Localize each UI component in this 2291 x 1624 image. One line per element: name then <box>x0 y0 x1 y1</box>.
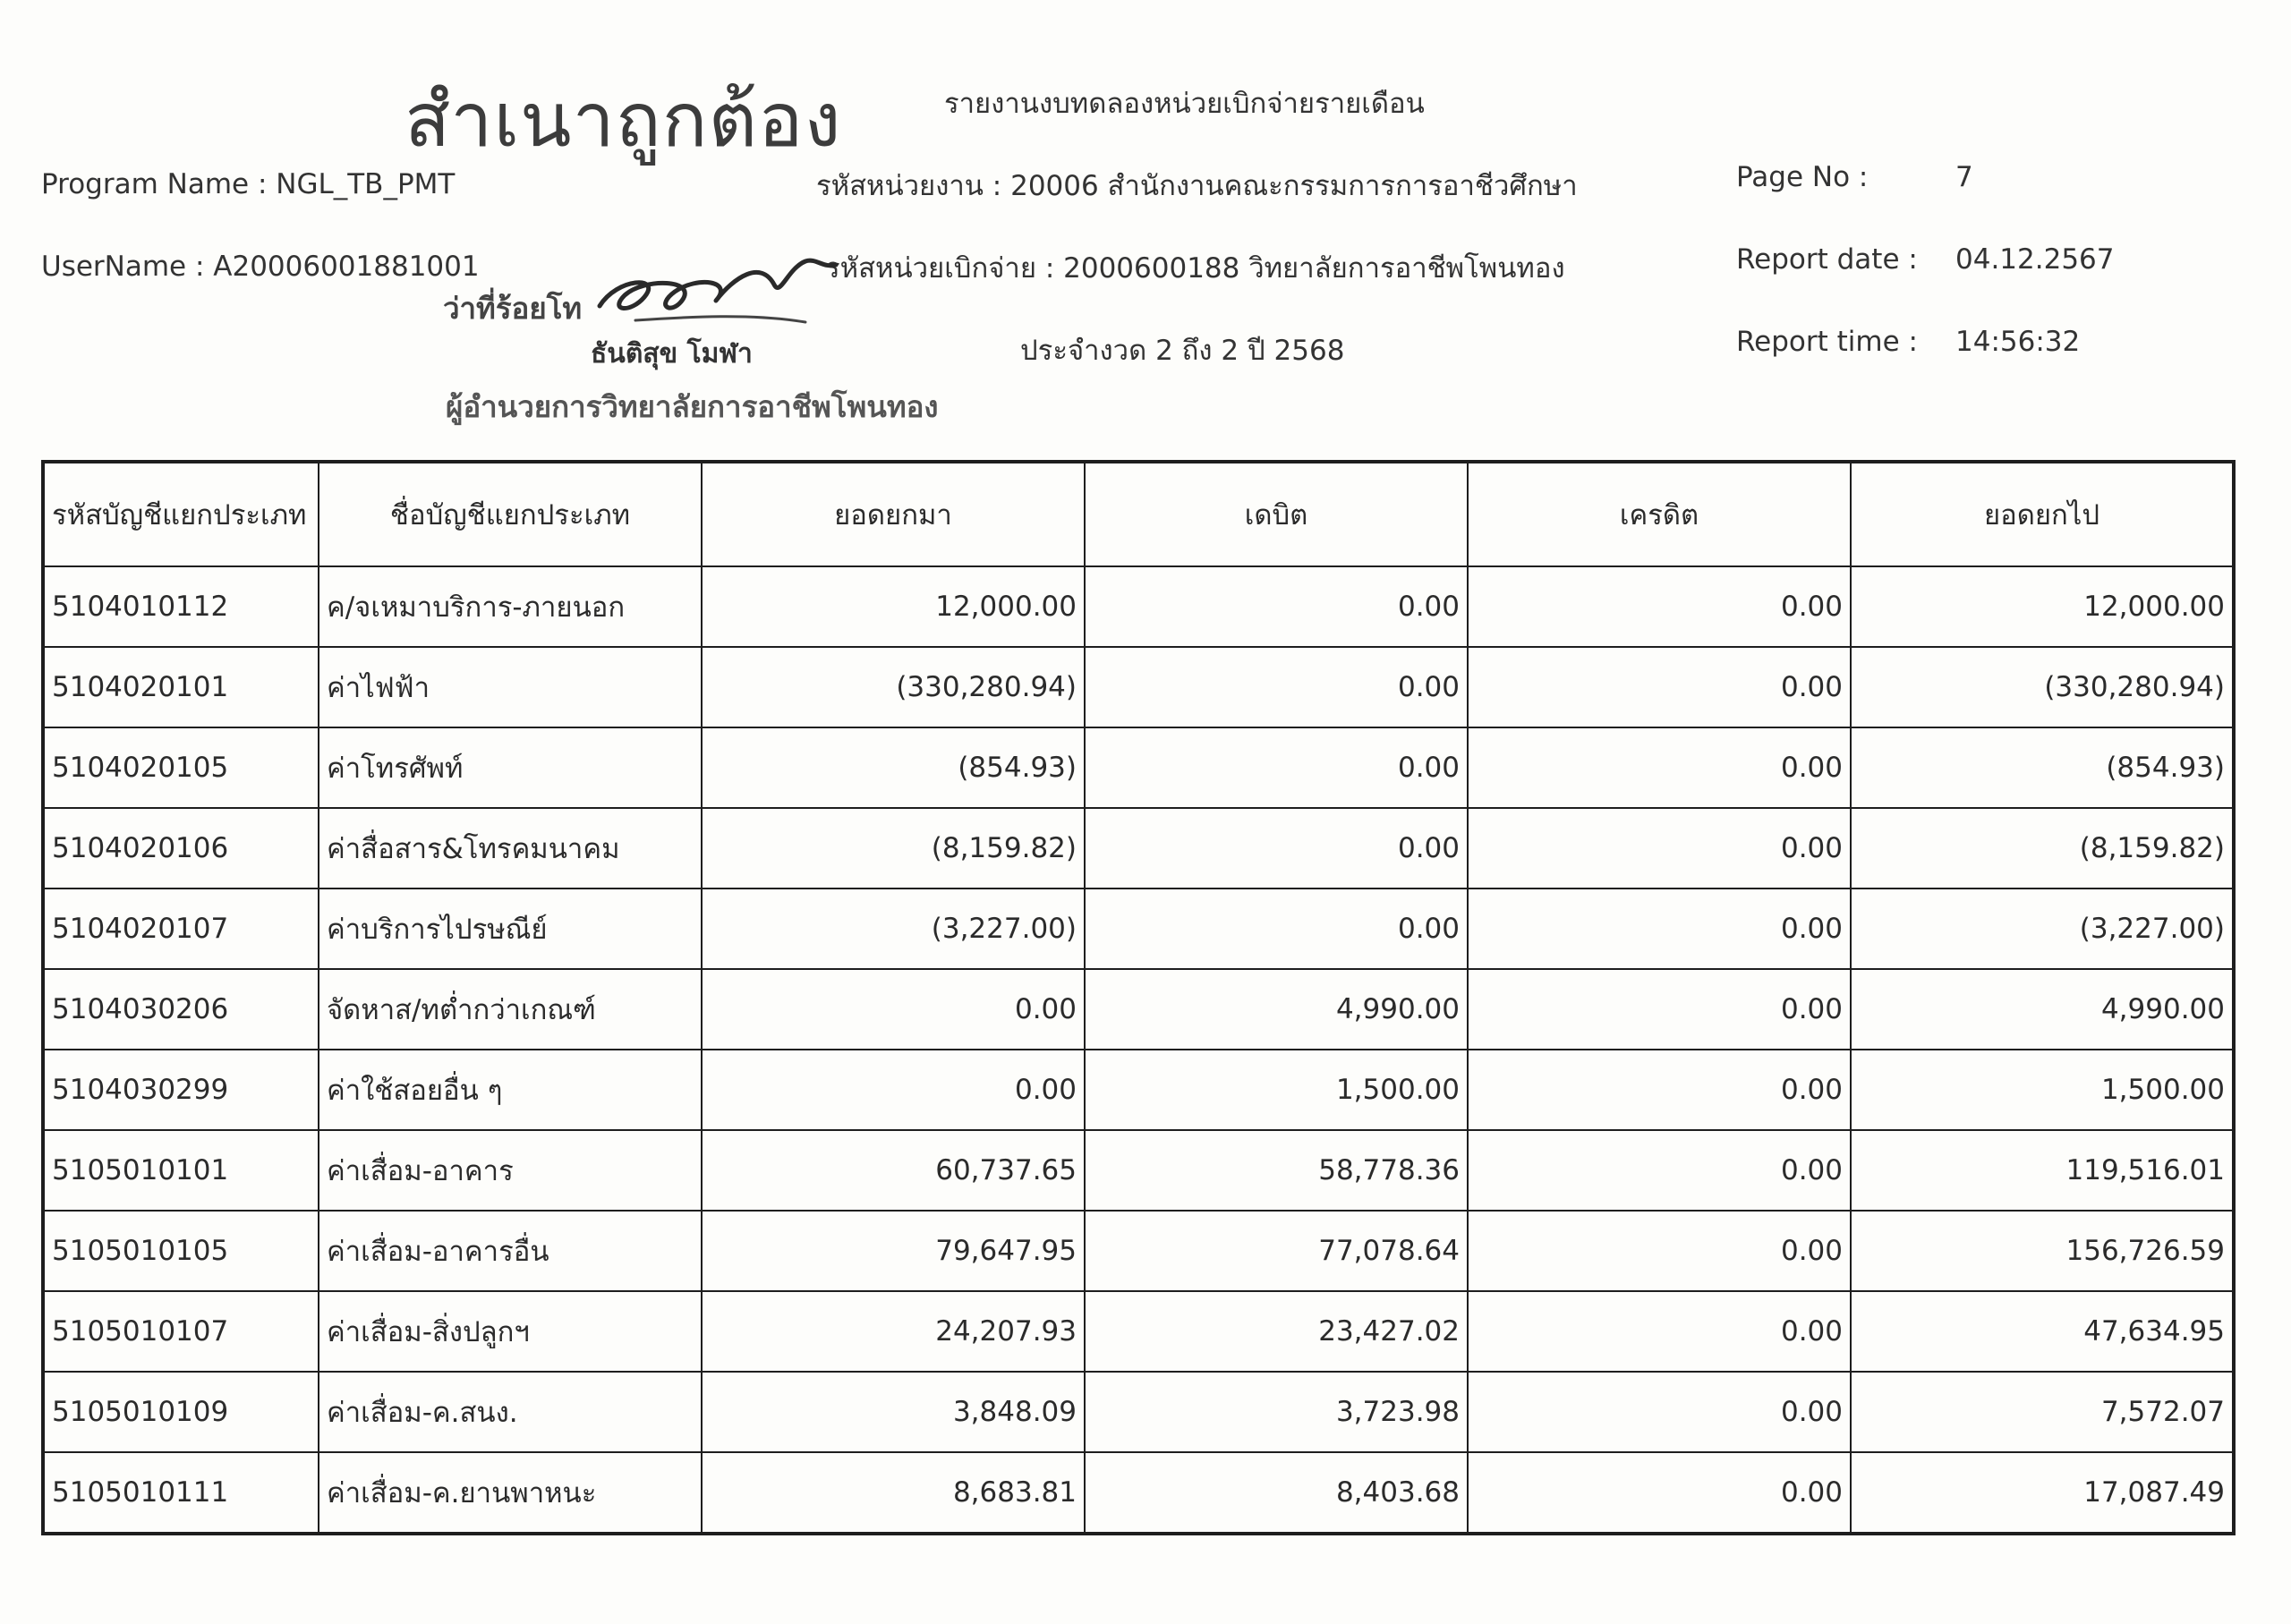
table-row <box>43 808 2234 889</box>
cell-debit: 0.00 <box>1085 889 1468 969</box>
cell-account-code: 5104020105 <box>43 727 319 808</box>
table-row <box>43 566 2234 647</box>
cell-credit: 0.00 <box>1468 1211 1851 1291</box>
col-debit: เดบิต <box>1085 462 1468 566</box>
cell-opening-balance: (854.93) <box>702 727 1085 808</box>
cell-account-code: 5104020106 <box>43 808 319 889</box>
cell-credit: 0.00 <box>1468 969 1851 1050</box>
cell-account-name: ค่าเสื่อม-สิ่งปลูกฯ <box>319 1291 702 1372</box>
cell-credit: 0.00 <box>1468 808 1851 889</box>
cell-closing-balance: 7,572.07 <box>1851 1372 2234 1452</box>
table-row <box>43 1130 2234 1211</box>
cell-opening-balance: 24,207.93 <box>702 1291 1085 1372</box>
report-date-value: 04.12.2567 <box>1955 243 2115 276</box>
certified-copy-stamp: สำเนาถูกต้อง <box>405 76 842 164</box>
cell-account-name: ค่าเสื่อม-ค.สนง. <box>319 1372 702 1452</box>
col-account-name: ชื่อบัญชีแยกประเภท <box>319 462 702 566</box>
table-header-row <box>43 462 2234 566</box>
table-row <box>43 1050 2234 1130</box>
cell-credit: 0.00 <box>1468 889 1851 969</box>
cell-account-name: ค/จเหมาบริการ-ภายนอก <box>319 566 702 647</box>
report-title: รายงานงบทดลองหน่วยเบิกจ่ายรายเดือน <box>944 88 1425 120</box>
table-row <box>43 1211 2234 1291</box>
report-date-label: Report date : <box>1736 243 1918 276</box>
col-account-code: รหัสบัญชีแยกประเภท <box>43 462 319 566</box>
cell-opening-balance: (3,227.00) <box>702 889 1085 969</box>
cell-closing-balance: (330,280.94) <box>1851 647 2234 727</box>
cell-closing-balance: 4,990.00 <box>1851 969 2234 1050</box>
cell-credit: 0.00 <box>1468 1291 1851 1372</box>
cell-closing-balance: 119,516.01 <box>1851 1130 2234 1211</box>
page-no-value: 7 <box>1955 161 1973 193</box>
cell-debit: 3,723.98 <box>1085 1372 1468 1452</box>
cell-closing-balance: 1,500.00 <box>1851 1050 2234 1130</box>
cell-account-name: ค่าเสื่อม-อาคารอื่น <box>319 1211 702 1291</box>
certifier-rank: ว่าที่ร้อยโท <box>443 291 583 326</box>
cell-account-name: ค่าโทรศัพท์ <box>319 727 702 808</box>
cell-credit: 0.00 <box>1468 1130 1851 1211</box>
cell-debit: 0.00 <box>1085 808 1468 889</box>
cell-debit: 0.00 <box>1085 727 1468 808</box>
cell-credit: 0.00 <box>1468 727 1851 808</box>
cell-debit: 58,778.36 <box>1085 1130 1468 1211</box>
cell-opening-balance: 0.00 <box>702 969 1085 1050</box>
table-row <box>43 1372 2234 1452</box>
table-row <box>43 647 2234 727</box>
cell-account-code: 5104020101 <box>43 647 319 727</box>
cell-account-name: จัดหาส/ทต่ำกว่าเกณฑ์ <box>319 969 702 1050</box>
cell-account-code: 5104020107 <box>43 889 319 969</box>
signature-icon <box>582 242 841 340</box>
report-period: ประจำงวด 2 ถึง 2 ปี 2568 <box>1020 335 1345 367</box>
cell-account-code: 5104030299 <box>43 1050 319 1130</box>
cell-credit: 0.00 <box>1468 1452 1851 1534</box>
cell-closing-balance: (8,159.82) <box>1851 808 2234 889</box>
cell-account-name: ค่าไฟฟ้า <box>319 647 702 727</box>
cell-closing-balance: 17,087.49 <box>1851 1452 2234 1534</box>
cell-opening-balance: 79,647.95 <box>702 1211 1085 1291</box>
cell-opening-balance: 3,848.09 <box>702 1372 1085 1452</box>
col-closing-balance: ยอดยกไป <box>1851 462 2234 566</box>
username: UserName : A20006001881001 <box>41 251 480 283</box>
cell-opening-balance: (330,280.94) <box>702 647 1085 727</box>
cell-account-code: 5104030206 <box>43 969 319 1050</box>
certifier-name: ธันติสุข โมฬา <box>591 338 753 370</box>
cell-debit: 0.00 <box>1085 566 1468 647</box>
cell-debit: 23,427.02 <box>1085 1291 1468 1372</box>
col-credit: เครดิต <box>1468 462 1851 566</box>
cell-opening-balance: 8,683.81 <box>702 1452 1085 1534</box>
cell-credit: 0.00 <box>1468 1050 1851 1130</box>
table-row <box>43 1452 2234 1534</box>
cell-opening-balance: 12,000.00 <box>702 566 1085 647</box>
unit-code: รหัสหน่วยงาน : 20006 สำนักงานคณะกรรมการการอาชีวศึกษา <box>816 170 1578 202</box>
cell-closing-balance: (854.93) <box>1851 727 2234 808</box>
report-time-label: Report time : <box>1736 326 1918 358</box>
cell-opening-balance: 0.00 <box>702 1050 1085 1130</box>
cell-account-name: ค่าบริการไปรษณีย์ <box>319 889 702 969</box>
cell-account-code: 5105010111 <box>43 1452 319 1534</box>
trial-balance-table <box>41 460 2236 1535</box>
disbursement-unit: รหัสหน่วยเบิกจ่าย : 2000600188 วิทยาลัยการอาชีพโพนทอง <box>825 252 1565 285</box>
cell-closing-balance: 156,726.59 <box>1851 1211 2234 1291</box>
program-name: Program Name : NGL_TB_PMT <box>41 168 456 200</box>
cell-closing-balance: (3,227.00) <box>1851 889 2234 969</box>
cell-closing-balance: 12,000.00 <box>1851 566 2234 647</box>
cell-credit: 0.00 <box>1468 566 1851 647</box>
report-time-value: 14:56:32 <box>1955 326 2081 358</box>
cell-opening-balance: (8,159.82) <box>702 808 1085 889</box>
cell-debit: 8,403.68 <box>1085 1452 1468 1534</box>
page-no-label: Page No : <box>1736 161 1869 193</box>
cell-account-name: ค่าใช้สอยอื่น ๆ <box>319 1050 702 1130</box>
cell-account-code: 5105010105 <box>43 1211 319 1291</box>
cell-credit: 0.00 <box>1468 1372 1851 1452</box>
cell-account-code: 5105010109 <box>43 1372 319 1452</box>
table-row <box>43 969 2234 1050</box>
cell-account-name: ค่าเสื่อม-อาคาร <box>319 1130 702 1211</box>
cell-account-code: 5105010107 <box>43 1291 319 1372</box>
cell-debit: 77,078.64 <box>1085 1211 1468 1291</box>
cell-account-code: 5104010112 <box>43 566 319 647</box>
cell-opening-balance: 60,737.65 <box>702 1130 1085 1211</box>
cell-debit: 4,990.00 <box>1085 969 1468 1050</box>
table-row <box>43 727 2234 808</box>
table-row <box>43 889 2234 969</box>
cell-debit: 1,500.00 <box>1085 1050 1468 1130</box>
table-row <box>43 1291 2234 1372</box>
cell-account-name: ค่าเสื่อม-ค.ยานพาหนะ <box>319 1452 702 1534</box>
cell-debit: 0.00 <box>1085 647 1468 727</box>
cell-closing-balance: 47,634.95 <box>1851 1291 2234 1372</box>
col-opening-balance: ยอดยกมา <box>702 462 1085 566</box>
cell-account-name: ค่าสื่อสาร&โทรคมนาคม <box>319 808 702 889</box>
cell-account-code: 5105010101 <box>43 1130 319 1211</box>
cell-credit: 0.00 <box>1468 647 1851 727</box>
certifier-title: ผู้อำนวยการวิทยาลัยการอาชีพโพนทอง <box>446 389 939 424</box>
